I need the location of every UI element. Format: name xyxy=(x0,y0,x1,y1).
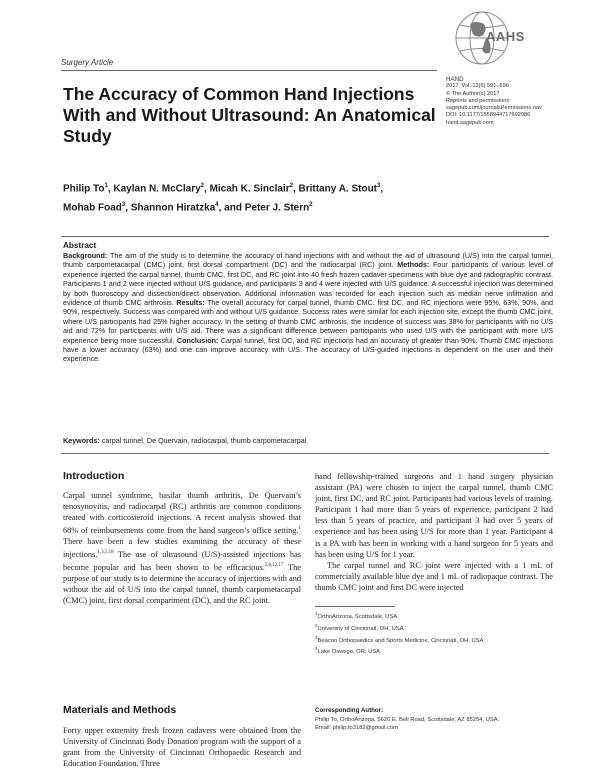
affiliation-text: University of Cincinnati, OH, USA xyxy=(317,625,404,632)
doi-link[interactable]: DOI: 10.1177/1558944717692086 xyxy=(446,112,531,119)
citation-ref[interactable]: 1,3,5,18 xyxy=(97,550,114,556)
abstract-conclusion-text: Carpal tunnel, first DC, and RC injections had an accuracy of greater than 90%. Thumb CMC injections have a lower accuracy (63%) and one can improve accuracy with U/S. The accuracy of U/S-guided injections is dependent on the user and their experience. xyxy=(63,335,554,364)
author-name: Micah K. Sinclair xyxy=(209,183,290,195)
keywords xyxy=(63,436,553,445)
author-name: Kaylan N. McClary xyxy=(113,183,201,195)
keywords-label: Keywords: xyxy=(63,436,100,445)
author-separator: , xyxy=(204,183,210,195)
abstract-results-label: Results: xyxy=(176,298,205,308)
affiliations-list xyxy=(315,610,555,657)
abstract-background-label: Background: xyxy=(63,251,108,260)
author-separator: , xyxy=(292,183,299,195)
aahs-logo-text: AAHS xyxy=(486,29,525,44)
author-separator: , xyxy=(125,202,131,214)
abstract-results-text: The overall accuracy for carpal tunnel, thumb CMC, first DC, and RC injections were 95%, 63%, 90%, and 90%, respectively. Success was compared with and without U/S guidance. Success rates were similar for each injection site, except the thumb CMC joint, where U/S participants had 25% higher accuracy. In the setting of thumb CMC arthrosis, the incidence of success was 38% for participants with no U/S aid and 72% for participants with U/S aid. There was a significant difference between participants who used U/S with the participant with more U/S experience being more successful. xyxy=(63,298,554,345)
author-name: Philip To xyxy=(63,183,105,195)
author-list xyxy=(63,178,483,217)
affiliation-item xyxy=(315,634,555,646)
citation-ref[interactable]: 2,8,12,17 xyxy=(264,563,284,569)
intro-sentence: There have been a few studies examining the accuracy of these injections. xyxy=(63,537,301,559)
corresponding-author-details xyxy=(315,716,555,732)
author-affiliation-mark: 2 xyxy=(309,202,313,209)
author-name: Peter J. Stern xyxy=(244,202,310,214)
affiliation-text: Lake Oswego, OR, USA xyxy=(317,649,381,656)
abstract-background-text: The aim of the study is to determine the accuracy of hand injections with and without the aid of ultrasound (U/S) into the carpal tunnel, thumb carpometacarpal (CMC) joint, first dorsal compartment (DC) and the radiocarpal (RC) joint. xyxy=(63,251,553,270)
affiliation-item xyxy=(315,622,555,634)
introduction-heading: Introduction xyxy=(63,470,125,482)
abstract-methods-label: Methods: xyxy=(397,260,430,270)
corresponding-email[interactable]: Email: philip.to3182@gmail.com xyxy=(315,725,398,731)
affiliation-item xyxy=(315,645,555,657)
reprints-line: Reprints and permissions: xyxy=(446,97,511,104)
keywords-rule xyxy=(61,453,549,454)
journal-website-link[interactable]: hand.sagepub.com xyxy=(446,119,494,126)
abstract-conclusion-label: Conclusion: xyxy=(176,335,219,345)
corresponding-address: Philip To, OrthoArizona, 5620 E. Bell Road, Scottsdale, AZ 85254, USA. xyxy=(315,717,500,723)
keywords-text: carpal tunnel, De Quervain, radiocarpal, thumb carpometacarpal xyxy=(99,436,307,445)
author-separator: , xyxy=(107,183,114,195)
abstract-rule xyxy=(61,236,549,237)
methods-heading: Materials and Methods xyxy=(63,704,177,716)
permissions-link[interactable]: sagepub.com/journalsPermissions.nav xyxy=(446,105,542,112)
abstract-methods-text: Four participants of various level of experience injected the carpal tunnel, thumb CMC, first DC, and RC joint into 40 fresh frozen cadaver specimens with blue dye and radiographic contrast. Participants 1 and 2 were injected without U/S guidance, and participants 3 and 4 were injected with U/S guidance. A successful injection was determined by both fluoroscopy and dissection/direct observation. Additional information was recorded for each injection such as median nerve infiltration and evidence of thumb CMC arthrosis. xyxy=(63,260,554,308)
affiliation-mark: 4 xyxy=(315,646,318,652)
affiliations-rule xyxy=(315,606,395,607)
author-affiliation-mark: 1 xyxy=(104,183,108,189)
citation-ref[interactable]: 1 xyxy=(298,526,301,532)
abstract-heading: Abstract xyxy=(63,241,97,250)
introduction-text xyxy=(63,490,301,606)
affiliation-text: OrthoArizona, Scottsdale, USA xyxy=(317,613,398,620)
author-name: Shannon Hiratzka xyxy=(130,202,216,214)
abstract-body xyxy=(63,251,553,364)
article-type-label: Surgery Article xyxy=(61,58,114,67)
affiliation-mark: 1 xyxy=(315,611,318,616)
methods-continued-text xyxy=(315,471,553,593)
author-affiliation-mark: 3 xyxy=(377,183,381,189)
author-affiliation-mark: 3 xyxy=(121,202,126,209)
author-affiliation-mark: 2 xyxy=(200,183,204,189)
affiliation-text: Beacon Orthopaedics and Sports Medicine, Cincinnati, OH, USA xyxy=(317,637,484,644)
methods-text xyxy=(63,725,301,769)
methods-paragraph: The carpal tunnel and RC joint were injected with a 1 mL of commercially available blue dye and 1 mL of radiopaque contrast. The thumb CMC joint and first DC were injected xyxy=(315,560,553,592)
author-affiliation-mark: 2 xyxy=(289,183,293,189)
corresponding-author-heading: Corresponding Author: xyxy=(315,707,384,714)
copyright-line: © The Author(s) 2017 xyxy=(446,90,500,97)
intro-sentence: The purpose of our study is to determine the accuracy of injections with and without the aid of U/S into the carpal tunnel, thumb carpometacarpal (CMC) joint, first dorsal compartment (DC), and the RC joint. xyxy=(63,562,301,606)
journal-volume: 2017, Vol. 12(6) 591–596 xyxy=(446,83,509,90)
author-separator: , and xyxy=(218,202,245,214)
affiliation-mark: 3 xyxy=(315,634,318,640)
intro-sentence: The use of ultrasound (U/S)-assisted injections has become popular and has been shown to be efficacious. xyxy=(63,550,301,572)
author-affiliation-mark: 4 xyxy=(215,202,219,209)
methods-paragraph: Forty upper extremity fresh frozen cadavers were obtained from the University of Cincinnati Body Donation program with the support of a grant from the University of Cincinnati Orthopaedic Research and Education Foundation. Three xyxy=(63,726,301,769)
methods-paragraph: hand fellowship-trained surgeons and 1 hand surgery physician assistant (PA) were chosen to inject the carpal tunnel, thumb CMC joint, first DC, and RC joint. Participants had various levels of training. Participant 1 had more than 5 years of experience, participant 2 had less than 5 years of practice, and participant 3 had over 5 years of experience and has been using U/S for more than 1 year. Participant 4 is a PA with has been in working with a hand surgeon for 5 years and has been using U/S for 1 year. xyxy=(315,472,553,559)
journal-name: HAND xyxy=(446,76,464,83)
author-name: Mohab Foad xyxy=(63,202,122,214)
author-name: Brittany A. Stout xyxy=(298,183,378,195)
article-title: The Accuracy of Common Hand Injections With and Without Ultrasound: An Anatomical Study xyxy=(63,84,436,146)
affiliation-mark: 2 xyxy=(315,622,318,628)
intro-sentence: Carpal tunnel syndrome, basilar thumb arthritis, De Quervain’s tenosynovitis, and radiocarpal (RC) arthritis are common conditions treated with corticosteroid injections. A recent analysis showed that 68% of reimbursements come from the hand surgeon’s office setting. xyxy=(63,491,301,536)
affiliation-item xyxy=(315,610,555,622)
journal-metadata xyxy=(446,76,594,127)
author-separator: , xyxy=(380,183,384,195)
header-rule xyxy=(61,70,437,71)
